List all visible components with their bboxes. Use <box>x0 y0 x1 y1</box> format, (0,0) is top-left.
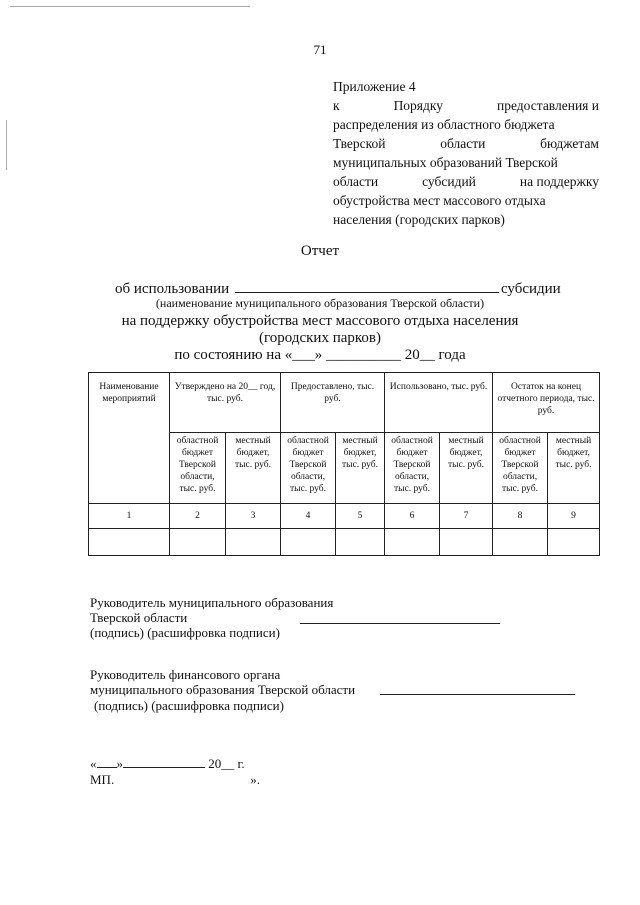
table-row <box>89 529 600 556</box>
appendix-row-2: распределения из областного бюджета <box>333 117 555 132</box>
subheader-regional-budget: областной бюджет Тверской области, тыс. руб. <box>493 433 548 504</box>
column-number: 1 <box>89 504 170 529</box>
column-number: 9 <box>548 504 600 529</box>
appendix-row-3: Тверской области бюджетам <box>333 136 599 151</box>
appendix-title: Приложение 4 <box>333 79 416 94</box>
appendix-row-4: муниципальных образований Тверской <box>333 155 558 170</box>
appendix-row-1: к Порядку предоставления и <box>333 98 599 113</box>
appendix-row-6: обустройства мест массового отдыха <box>333 193 546 208</box>
table-cell[interactable] <box>170 529 226 556</box>
signature-date: « » 20__ г. <box>90 756 245 771</box>
appendix-header <box>333 77 599 229</box>
subheader-regional-budget: областной бюджет Тверской области, тыс. руб. <box>385 433 440 504</box>
table-cell[interactable] <box>440 529 493 556</box>
table-cell[interactable] <box>548 529 600 556</box>
header-approved: Утверждено на 20__ год, тыс. руб. <box>170 373 281 433</box>
stamp-label: МП. <box>90 772 115 787</box>
column-number: 6 <box>385 504 440 529</box>
head-fin-title: Руководитель финансового органа <box>90 667 281 682</box>
head-fin-org: муниципального образования Тверской области <box>90 682 356 697</box>
header-used: Использовано, тыс. руб. <box>385 373 493 433</box>
column-number: 7 <box>440 504 493 529</box>
head-mo-signature-caption: (подпись) (расшифровка подписи) <box>90 625 280 640</box>
head-mo-signature-line[interactable] <box>300 623 500 624</box>
page-number: 71 <box>313 42 327 57</box>
subheader-regional-budget: областной бюджет Тверской области, тыс. руб. <box>281 433 336 504</box>
closing-quote: ». <box>250 772 260 787</box>
table-cell[interactable] <box>226 529 281 556</box>
table-cell[interactable] <box>385 529 440 556</box>
appendix-row-7: населения (городских парков) <box>333 212 505 227</box>
subheader-local-budget: местный бюджет, тыс. руб. <box>440 433 493 504</box>
stamp-line <box>90 772 260 788</box>
head-mo-title: Руководитель муниципального образования <box>90 595 334 610</box>
scan-artifact-top <box>10 6 250 7</box>
subheader-local-budget: местный бюджет, тыс. руб. <box>548 433 600 504</box>
column-number: 3 <box>226 504 281 529</box>
municipality-blank[interactable] <box>235 280 499 293</box>
table-cell[interactable] <box>281 529 336 556</box>
head-fin-signature-line[interactable] <box>380 694 575 695</box>
subheader-regional-budget: областной бюджет Тверской области, тыс. руб. <box>170 433 226 504</box>
scan-artifact-left <box>6 120 7 170</box>
column-number: 4 <box>281 504 336 529</box>
municipality-caption: (наименование муниципального образования Тверской области) <box>155 296 485 310</box>
column-number: 5 <box>336 504 385 529</box>
subheader-local-budget: местный бюджет, тыс. руб. <box>336 433 385 504</box>
appendix-row-5: области субсидий на поддержку <box>333 174 599 189</box>
column-number: 2 <box>170 504 226 529</box>
table-cell[interactable] <box>493 529 548 556</box>
column-number: 8 <box>493 504 548 529</box>
day-blank[interactable] <box>97 756 117 768</box>
report-table <box>88 372 600 556</box>
head-fin-signature-caption: (подпись) (расшифровка подписи) <box>94 698 284 713</box>
header-remaining: Остаток на конец отчетного периода, тыс. руб. <box>493 373 600 433</box>
table-cell[interactable] <box>89 529 170 556</box>
report-purpose-line-2: (городских парков) <box>259 330 381 346</box>
subheader-local-budget: местный бюджет, тыс. руб. <box>226 433 281 504</box>
report-title: Отчет <box>300 243 340 259</box>
month-blank[interactable] <box>123 756 205 768</box>
report-purpose-line: на поддержку обустройства мест массового отдыха населения <box>121 313 519 329</box>
report-subject-line: об использовании субсидии <box>115 281 561 297</box>
header-provided: Предоставлено, тыс. руб. <box>281 373 385 433</box>
header-event-name: Наименование мероприятий <box>89 373 170 504</box>
report-date-line: по состоянию на «___» __________ 20__ года <box>174 347 466 363</box>
table-cell[interactable] <box>336 529 385 556</box>
head-mo-region: Тверской области <box>90 610 188 625</box>
